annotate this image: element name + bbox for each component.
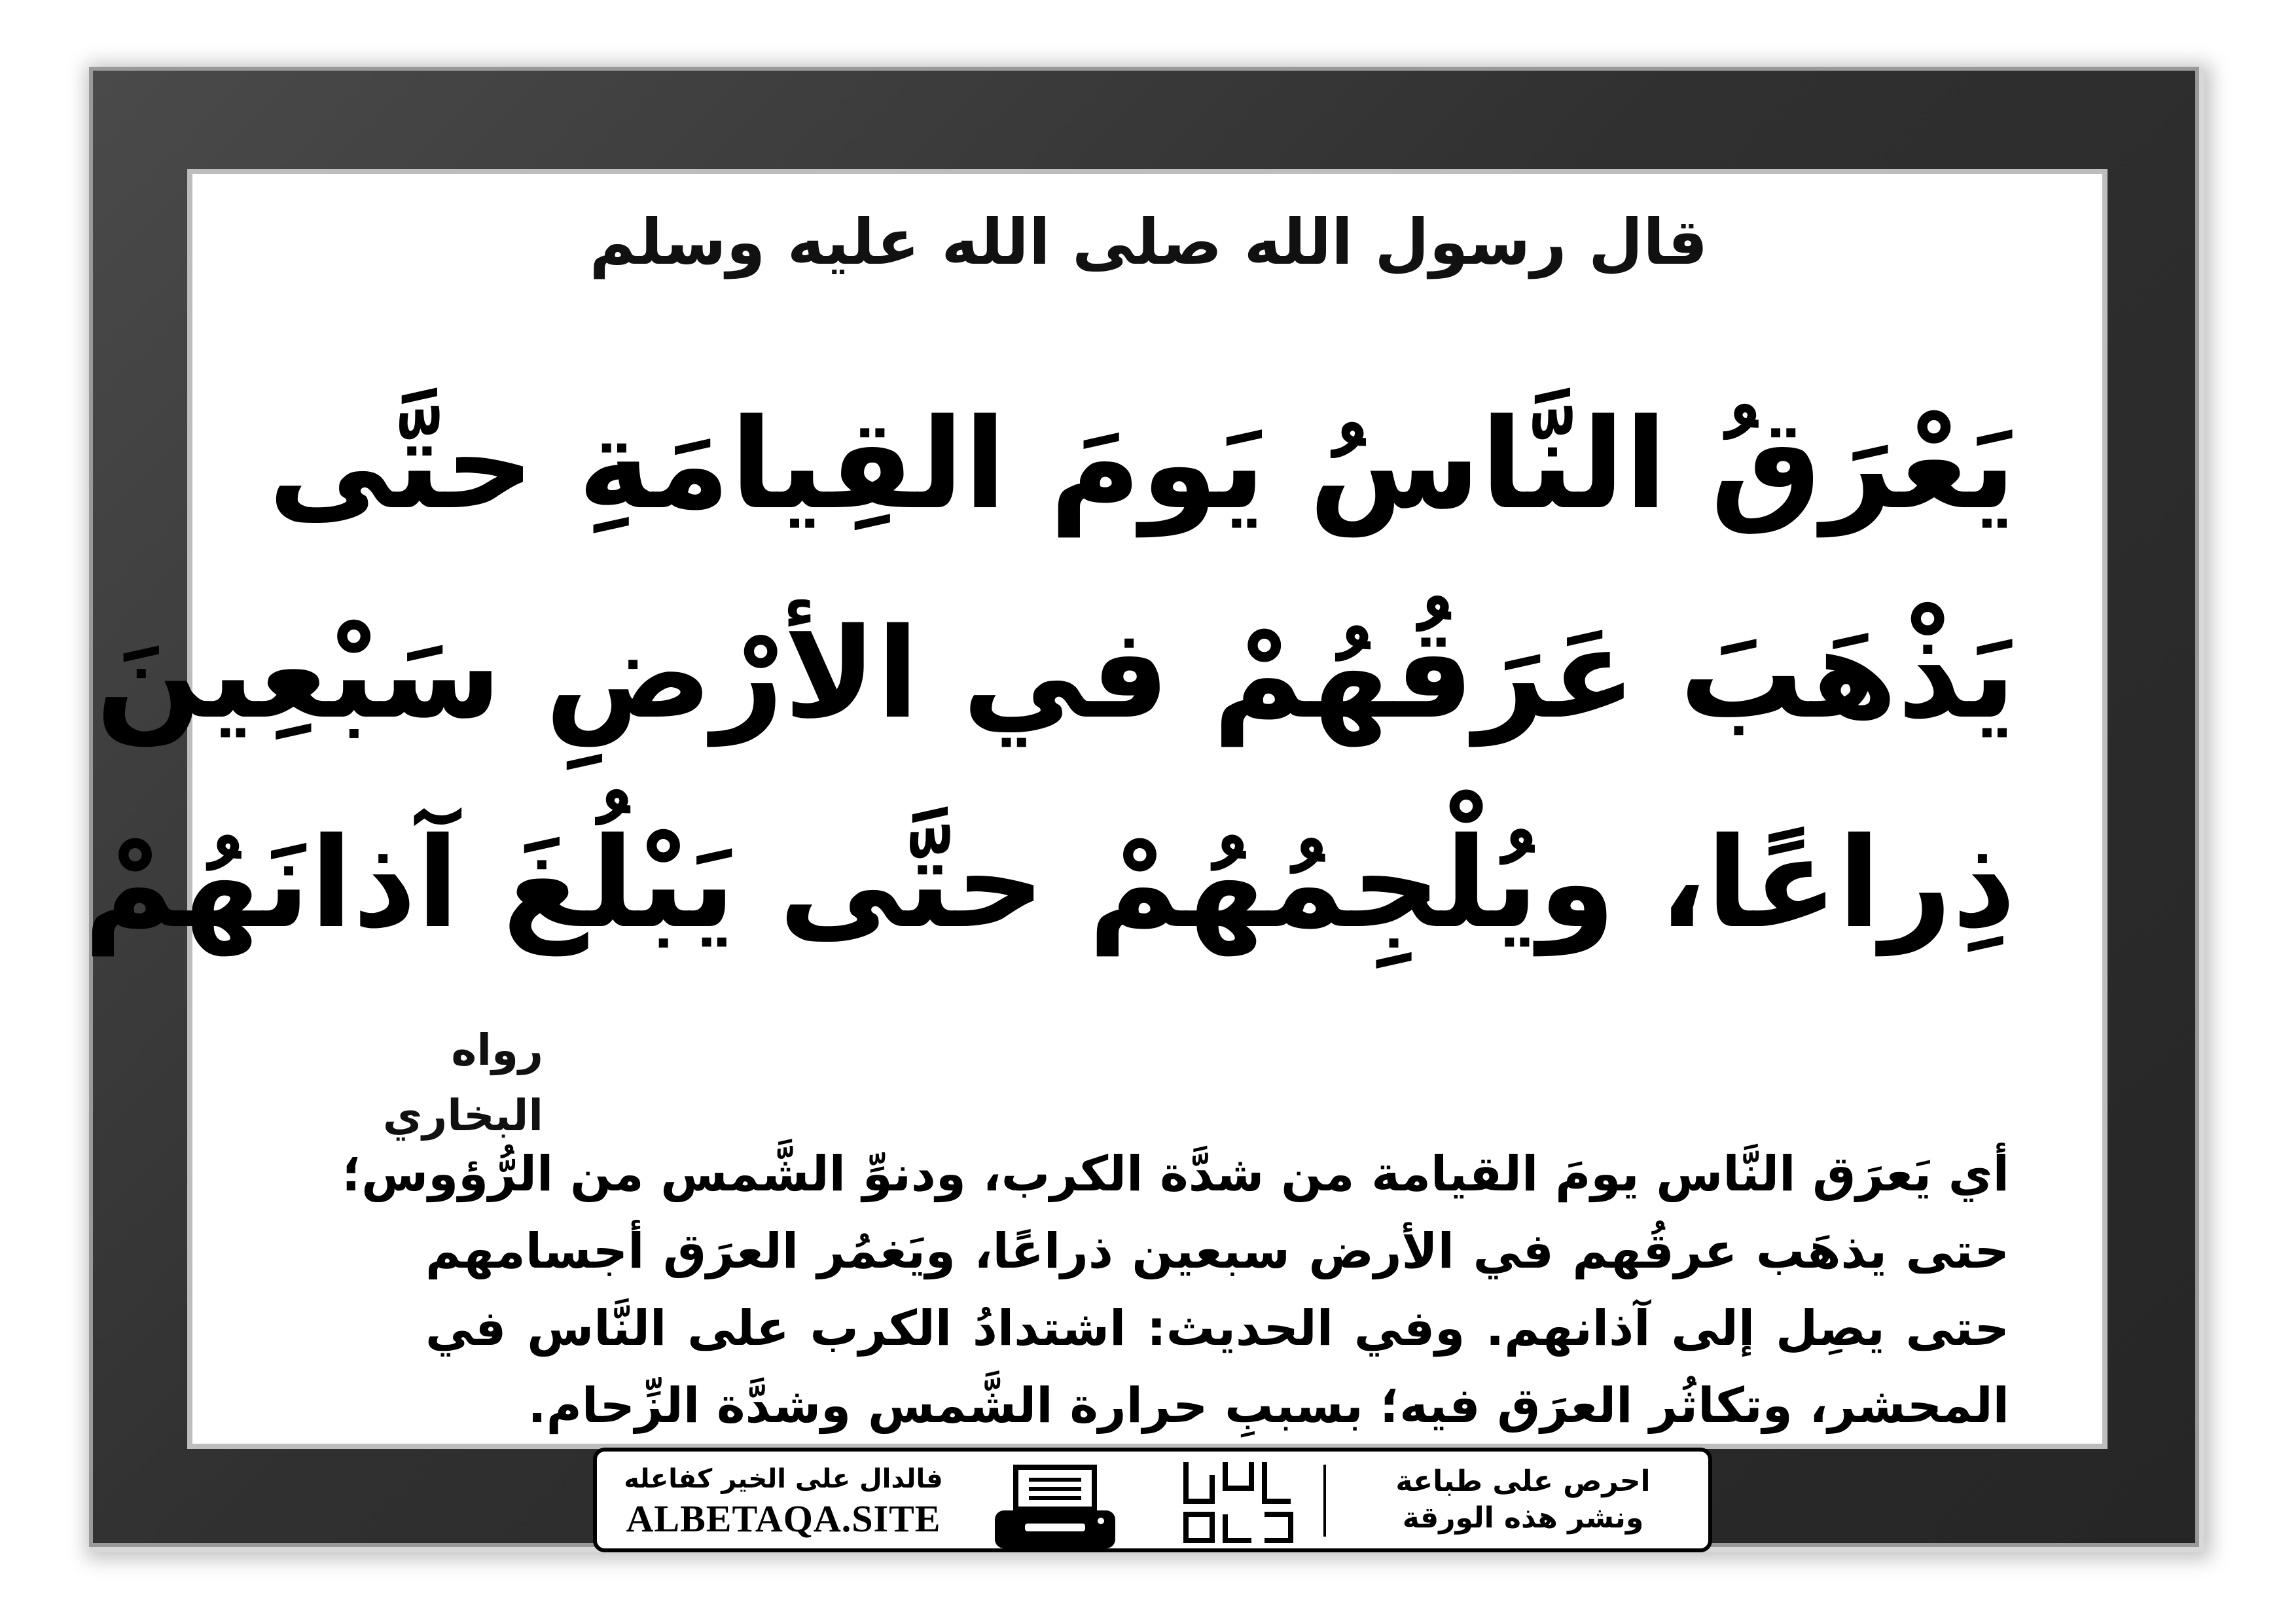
footer-site-link[interactable]: ALBETAQA.SITE	[626, 1497, 941, 1540]
hadith-source: رواه البخاري	[382, 1025, 543, 1141]
footer-banner	[593, 1448, 1712, 1552]
explanation-line-1: أي يَعرَق النَّاس يومَ القيامة من شدَّة الكرب، ودنوِّ الشَّمس من الرُّؤوس؛	[342, 1146, 2009, 1202]
footer-proverb: فالدال على الخير كفاعله	[624, 1464, 943, 1494]
explanation-line-3: حتى يصِل إلى آذانهم. وفي الحديث: اشتدادُ الكرب على النَّاس في	[425, 1300, 2009, 1357]
page-heading: قال رسول الله صلى الله عليه وسلم	[589, 205, 1708, 279]
explanation-line-4: المحشر، وتكاثُر العرَق فيه؛ بسببِ حرارة الشَّمس وشدَّة الزِّحام.	[528, 1378, 2009, 1434]
footer-site-block	[597, 1452, 970, 1548]
explanation-line-2: حتى يذهَب عرقُهم في الأرض سبعين ذراعًا، ويَغمُر العرَق أجسامهم	[425, 1223, 2009, 1279]
footer-divider	[1323, 1465, 1326, 1537]
hadith-line-1: يَعْرَقُ النَّاسُ يَومَ القِيامَةِ حتَّى	[268, 392, 2016, 537]
footer-print-reminder	[1336, 1452, 1710, 1548]
print-reminder-line-1: احرص على طباعة	[1395, 1465, 1651, 1498]
hadith-line-2: يَذْهَبَ عَرَقُهُمْ في الأرْضِ سَبْعِينَ	[96, 601, 2016, 746]
dawat-alwaraqa-logo-icon	[1173, 1455, 1304, 1547]
hadith-line-3: ذِراعًا، ويُلْجِمُهُمْ حتَّى يَبْلُغَ آذانَهُمْ	[83, 811, 2016, 955]
print-reminder-line-2: ونشر هذه الورقة	[1402, 1501, 1644, 1535]
printer-icon	[990, 1465, 1121, 1551]
